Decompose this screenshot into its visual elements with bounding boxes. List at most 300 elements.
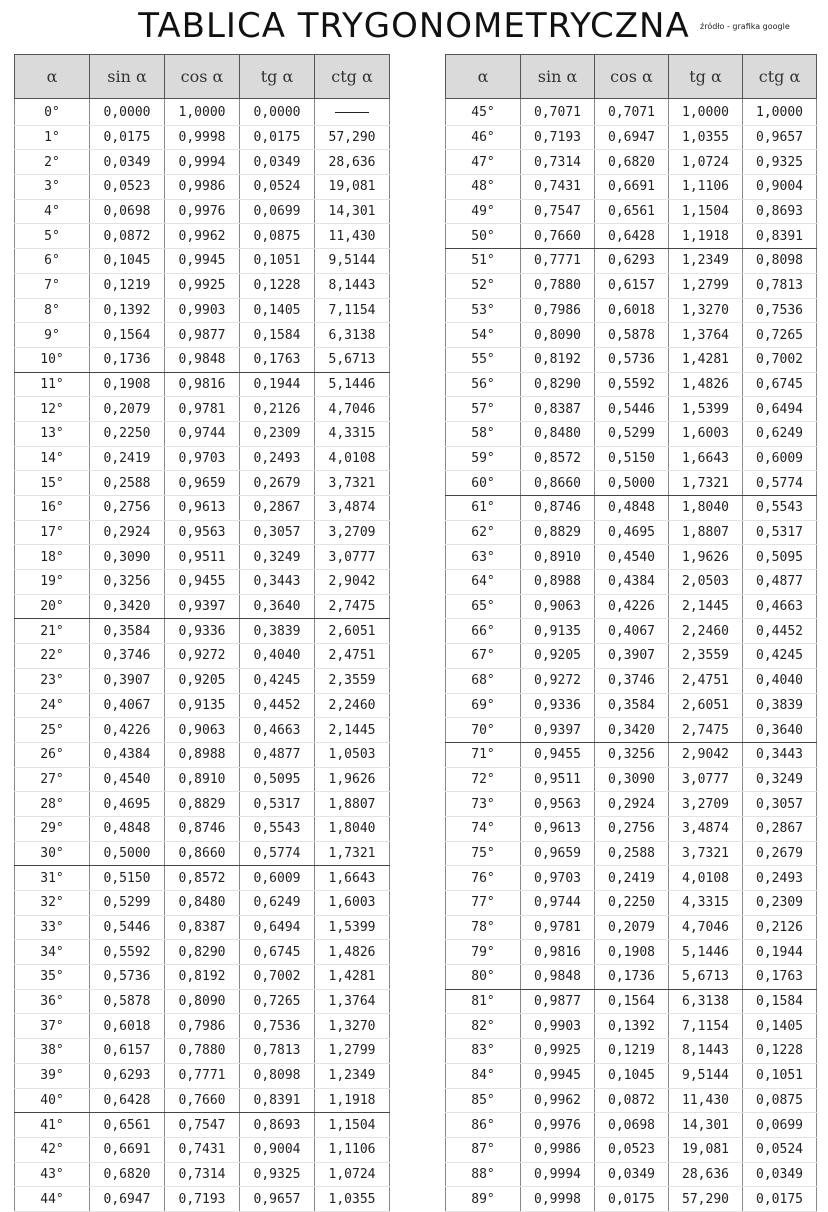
sin-cell: 0,8290	[521, 372, 595, 397]
cos-cell: 0,8829	[165, 792, 240, 817]
angle-cell: 30°	[15, 841, 90, 866]
table-row	[446, 841, 817, 866]
table-row	[446, 1113, 817, 1138]
sin-cell: 0,0698	[90, 199, 165, 224]
table-row	[446, 594, 817, 619]
ctg-cell: 0,0349	[743, 1162, 817, 1187]
table-row	[15, 742, 390, 767]
ctg-cell: 0,9004	[743, 175, 817, 200]
angle-cell: 67°	[446, 644, 521, 669]
cos-cell: 0,5000	[595, 471, 669, 496]
tg-cell: 9,5144	[669, 1063, 743, 1088]
tg-cell: 0,2309	[240, 421, 315, 446]
cos-cell: 0,5446	[595, 397, 669, 422]
angle-cell: 35°	[15, 965, 90, 990]
ctg-cell: 1,3270	[315, 1014, 390, 1039]
table-row	[446, 1162, 817, 1187]
tg-cell: 1,0355	[669, 125, 743, 150]
cos-cell: 0,3746	[595, 668, 669, 693]
angle-cell: 76°	[446, 866, 521, 891]
angle-cell: 9°	[15, 323, 90, 348]
angle-cell: 72°	[446, 767, 521, 792]
tg-cell: 1,5399	[669, 397, 743, 422]
angle-cell: 63°	[446, 545, 521, 570]
tg-cell: 1,9626	[669, 545, 743, 570]
angle-cell: 6°	[15, 249, 90, 274]
table-row	[446, 520, 817, 545]
tg-cell: 2,7475	[669, 718, 743, 743]
angle-cell: 10°	[15, 347, 90, 372]
sin-cell: 0,5299	[90, 891, 165, 916]
ctg-cell: 0,1228	[743, 1039, 817, 1064]
sin-cell: 0,7880	[521, 273, 595, 298]
page-title: TABLICA TRYGONOMETRYCZNA	[138, 6, 690, 46]
sin-cell: 0,2079	[90, 397, 165, 422]
cos-cell: 0,1392	[595, 1014, 669, 1039]
ctg-cell: 1,0503	[315, 742, 390, 767]
cos-cell: 0,1045	[595, 1063, 669, 1088]
cos-cell: 0,6018	[595, 298, 669, 323]
sin-cell: 0,9511	[521, 767, 595, 792]
angle-cell: 52°	[446, 273, 521, 298]
sin-cell: 0,9135	[521, 619, 595, 644]
ctg-cell: 1,8040	[315, 816, 390, 841]
ctg-cell: 0,2126	[743, 915, 817, 940]
table-row	[15, 1063, 390, 1088]
ctg-cell: 4,0108	[315, 446, 390, 471]
sin-cell: 0,9563	[521, 792, 595, 817]
sin-cell: 0,9613	[521, 816, 595, 841]
cos-cell: 0,0698	[595, 1113, 669, 1138]
ctg-cell: 0,0524	[743, 1137, 817, 1162]
ctg-cell: 0,4877	[743, 570, 817, 595]
angle-cell: 41°	[15, 1113, 90, 1138]
ctg-cell: 6,3138	[315, 323, 390, 348]
ctg-cell: 0,7536	[743, 298, 817, 323]
table-row	[15, 767, 390, 792]
tg-cell: 0,2679	[240, 471, 315, 496]
angle-cell: 29°	[15, 816, 90, 841]
ctg-cell: 0,1405	[743, 1014, 817, 1039]
ctg-cell: 28,636	[315, 150, 390, 175]
sin-cell: 0,0175	[90, 125, 165, 150]
angle-cell: 19°	[15, 570, 90, 595]
cos-cell: 0,9986	[165, 175, 240, 200]
sin-cell: 0,8572	[521, 446, 595, 471]
tg-cell: 0,0524	[240, 175, 315, 200]
tg-cell: 0,5774	[240, 841, 315, 866]
cos-cell: 0,2079	[595, 915, 669, 940]
sin-cell: 0,5000	[90, 841, 165, 866]
cos-cell: 0,9613	[165, 496, 240, 521]
table-row	[15, 175, 390, 200]
angle-cell: 26°	[15, 742, 90, 767]
trig-table-right	[445, 54, 817, 1212]
cos-cell: 0,1908	[595, 940, 669, 965]
ctg-cell: 0,8693	[743, 199, 817, 224]
sin-cell: 0,3420	[90, 594, 165, 619]
ctg-cell: 1,0724	[315, 1162, 390, 1187]
table-row	[446, 273, 817, 298]
table-row	[446, 199, 817, 224]
sin-cell: 0,2250	[90, 421, 165, 446]
angle-cell: 49°	[446, 199, 521, 224]
angle-cell: 69°	[446, 693, 521, 718]
angle-cell: 14°	[15, 446, 90, 471]
tg-cell: 0,1584	[240, 323, 315, 348]
sin-cell: 0,5592	[90, 940, 165, 965]
cos-cell: 0,9703	[165, 446, 240, 471]
ctg-cell: 2,4751	[315, 644, 390, 669]
ctg-cell: 1,6643	[315, 866, 390, 891]
cos-cell: 0,5150	[595, 446, 669, 471]
cos-cell: 0,7986	[165, 1014, 240, 1039]
tg-cell: 0,2867	[240, 496, 315, 521]
table-row	[446, 965, 817, 990]
tg-cell: 11,430	[669, 1088, 743, 1113]
angle-cell: 2°	[15, 150, 90, 175]
angle-cell: 12°	[15, 397, 90, 422]
table-row	[15, 298, 390, 323]
sin-cell: 0,9848	[521, 965, 595, 990]
tg-cell: 0,1051	[240, 249, 315, 274]
angle-cell: 22°	[15, 644, 90, 669]
source-note: źródło - grafika google	[700, 22, 790, 31]
tg-cell: 0,2126	[240, 397, 315, 422]
cos-cell: 0,8480	[165, 891, 240, 916]
tg-cell: 5,6713	[669, 965, 743, 990]
cos-cell: 0,9135	[165, 693, 240, 718]
cos-cell: 0,2419	[595, 866, 669, 891]
ctg-cell: 0,2679	[743, 841, 817, 866]
tg-cell: 0,0875	[240, 224, 315, 249]
table-row	[446, 249, 817, 274]
angle-cell: 54°	[446, 323, 521, 348]
tg-cell: 14,301	[669, 1113, 743, 1138]
table-row	[15, 323, 390, 348]
cos-cell: 0,6947	[595, 125, 669, 150]
angle-cell: 1°	[15, 125, 90, 150]
cos-cell: 0,8387	[165, 915, 240, 940]
angle-cell: 73°	[446, 792, 521, 817]
sin-cell: 0,5878	[90, 989, 165, 1014]
sin-cell: 0,5736	[90, 965, 165, 990]
tg-cell: 0,1763	[240, 347, 315, 372]
angle-cell: 24°	[15, 693, 90, 718]
angle-cell: 77°	[446, 891, 521, 916]
table-row	[446, 471, 817, 496]
table-row	[446, 570, 817, 595]
ctg-cell: 0,6249	[743, 421, 817, 446]
cos-cell: 0,2250	[595, 891, 669, 916]
cos-cell: 0,4540	[595, 545, 669, 570]
angle-cell: 75°	[446, 841, 521, 866]
table-row	[15, 150, 390, 175]
ctg-cell: 0,5317	[743, 520, 817, 545]
cos-cell: 0,8192	[165, 965, 240, 990]
angle-cell: 32°	[15, 891, 90, 916]
sin-cell: 0,6018	[90, 1014, 165, 1039]
ctg-cell: 2,9042	[315, 570, 390, 595]
tg-cell: 0,7536	[240, 1014, 315, 1039]
angle-cell: 74°	[446, 816, 521, 841]
cos-cell: 0,9848	[165, 347, 240, 372]
tg-cell: 28,636	[669, 1162, 743, 1187]
ctg-cell: 0,3249	[743, 767, 817, 792]
sin-cell: 0,9986	[521, 1137, 595, 1162]
tg-cell: 6,3138	[669, 989, 743, 1014]
sin-cell: 0,9336	[521, 693, 595, 718]
angle-cell: 62°	[446, 520, 521, 545]
sin-cell: 0,9063	[521, 594, 595, 619]
tg-cell: 1,6643	[669, 446, 743, 471]
sin-cell: 0,0872	[90, 224, 165, 249]
table-row	[15, 816, 390, 841]
ctg-cell: 1,3764	[315, 989, 390, 1014]
tg-cell: 0,3640	[240, 594, 315, 619]
ctg-cell: 0,6009	[743, 446, 817, 471]
cos-cell: 0,9063	[165, 718, 240, 743]
table-row	[15, 1039, 390, 1064]
sin-cell: 0,8192	[521, 347, 595, 372]
ctg-cell: 0,5095	[743, 545, 817, 570]
ctg-cell: 2,7475	[315, 594, 390, 619]
sin-cell: 0,2756	[90, 496, 165, 521]
cos-cell: 0,8290	[165, 940, 240, 965]
tg-cell: 8,1443	[669, 1039, 743, 1064]
header-sin: sin α	[521, 55, 595, 99]
sin-cell: 0,4384	[90, 742, 165, 767]
table-row	[446, 150, 817, 175]
sin-cell: 0,2588	[90, 471, 165, 496]
sin-cell: 0,8910	[521, 545, 595, 570]
cos-cell: 0,2756	[595, 816, 669, 841]
tg-cell: 0,7002	[240, 965, 315, 990]
cos-cell: 0,6691	[595, 175, 669, 200]
angle-cell: 51°	[446, 249, 521, 274]
tg-cell: 0,9657	[240, 1187, 315, 1212]
angle-cell: 46°	[446, 125, 521, 150]
cos-cell: 0,6820	[595, 150, 669, 175]
table-row	[15, 249, 390, 274]
cos-cell: 0,3584	[595, 693, 669, 718]
angle-cell: 79°	[446, 940, 521, 965]
ctg-cell: 0,2867	[743, 816, 817, 841]
tg-cell: 1,6003	[669, 421, 743, 446]
table-row	[446, 323, 817, 348]
ctg-cell: 1,0355	[315, 1187, 390, 1212]
cos-cell: 0,0872	[595, 1088, 669, 1113]
table-body-left	[15, 99, 390, 1212]
cos-cell: 0,9903	[165, 298, 240, 323]
ctg-cell: 0,6745	[743, 372, 817, 397]
sin-cell: 0,0523	[90, 175, 165, 200]
table-row	[15, 1088, 390, 1113]
sin-cell: 0,9703	[521, 866, 595, 891]
sin-cell: 0,0000	[90, 99, 165, 126]
cos-cell: 0,8660	[165, 841, 240, 866]
tg-cell: 3,2709	[669, 792, 743, 817]
ctg-cell: 4,3315	[315, 421, 390, 446]
angle-cell: 27°	[15, 767, 90, 792]
table-row	[446, 718, 817, 743]
cos-cell: 0,4848	[595, 496, 669, 521]
sin-cell: 0,9781	[521, 915, 595, 940]
cos-cell: 0,9781	[165, 397, 240, 422]
table-row	[15, 718, 390, 743]
sin-cell: 0,1045	[90, 249, 165, 274]
sin-cell: 0,7547	[521, 199, 595, 224]
sin-cell: 0,8660	[521, 471, 595, 496]
ctg-cell: 1,6003	[315, 891, 390, 916]
table-body-right	[446, 99, 817, 1212]
sin-cell: 0,7660	[521, 224, 595, 249]
header-tg: tg α	[669, 55, 743, 99]
cos-cell: 0,4695	[595, 520, 669, 545]
angle-cell: 20°	[15, 594, 90, 619]
sin-cell: 0,9744	[521, 891, 595, 916]
tg-cell: 0,1405	[240, 298, 315, 323]
ctg-cell: 5,6713	[315, 347, 390, 372]
sin-cell: 0,3090	[90, 545, 165, 570]
cos-cell: 0,7547	[165, 1113, 240, 1138]
angle-cell: 13°	[15, 421, 90, 446]
ctg-cell: 1,8807	[315, 792, 390, 817]
sin-cell: 0,9397	[521, 718, 595, 743]
table-header-row	[446, 55, 817, 99]
sin-cell: 0,4695	[90, 792, 165, 817]
angle-cell: 48°	[446, 175, 521, 200]
tg-cell: 0,5543	[240, 816, 315, 841]
tg-cell: 2,4751	[669, 668, 743, 693]
cos-cell: 0,6157	[595, 273, 669, 298]
table-row	[15, 594, 390, 619]
sin-cell: 0,4540	[90, 767, 165, 792]
cos-cell: 0,4384	[595, 570, 669, 595]
sin-cell: 0,0349	[90, 150, 165, 175]
tg-cell: 1,2349	[669, 249, 743, 274]
table-row	[446, 693, 817, 718]
table-row	[15, 1187, 390, 1212]
ctg-cell: 1,2799	[315, 1039, 390, 1064]
ctg-cell: 0,5543	[743, 496, 817, 521]
ctg-cell: 0,9325	[743, 150, 817, 175]
sin-cell: 0,7193	[521, 125, 595, 150]
sin-cell: 0,6820	[90, 1162, 165, 1187]
ctg-cell: 3,2709	[315, 520, 390, 545]
cos-cell: 0,8910	[165, 767, 240, 792]
tg-cell: 1,8807	[669, 520, 743, 545]
ctg-cell: 0,1763	[743, 965, 817, 990]
ctg-cell: 2,2460	[315, 693, 390, 718]
angle-cell: 3°	[15, 175, 90, 200]
tg-cell: 2,6051	[669, 693, 743, 718]
cos-cell: 0,1736	[595, 965, 669, 990]
tg-cell: 2,9042	[669, 742, 743, 767]
tg-cell: 0,3839	[240, 619, 315, 644]
angle-cell: 45°	[446, 99, 521, 126]
table-row	[15, 792, 390, 817]
cos-cell: 0,9945	[165, 249, 240, 274]
sin-cell: 0,3584	[90, 619, 165, 644]
angle-cell: 28°	[15, 792, 90, 817]
angle-cell: 56°	[446, 372, 521, 397]
sin-cell: 0,7314	[521, 150, 595, 175]
ctg-cell: 8,1443	[315, 273, 390, 298]
cos-cell: 0,9563	[165, 520, 240, 545]
table-row	[15, 570, 390, 595]
table-row	[15, 891, 390, 916]
sin-cell: 0,2419	[90, 446, 165, 471]
tg-cell: 0,6249	[240, 891, 315, 916]
tg-cell: 1,4281	[669, 347, 743, 372]
tg-cell: 0,4452	[240, 693, 315, 718]
table-row	[446, 767, 817, 792]
cos-cell: 0,9962	[165, 224, 240, 249]
ctg-cell: 0,0175	[743, 1187, 817, 1212]
table-row	[446, 1014, 817, 1039]
angle-cell: 61°	[446, 496, 521, 521]
table-row	[446, 125, 817, 150]
tg-cell: 0,9004	[240, 1137, 315, 1162]
tg-cell: 2,1445	[669, 594, 743, 619]
ctg-cell: 7,1154	[315, 298, 390, 323]
ctg-cell: 2,6051	[315, 619, 390, 644]
ctg-cell: 57,290	[315, 125, 390, 150]
cos-cell: 0,2588	[595, 841, 669, 866]
ctg-cell: 0,6494	[743, 397, 817, 422]
angle-cell: 34°	[15, 940, 90, 965]
header-cos: cos α	[165, 55, 240, 99]
ctg-cell: 0,9657	[743, 125, 817, 150]
tg-cell: 0,2493	[240, 446, 315, 471]
tg-cell: 3,7321	[669, 841, 743, 866]
angle-cell: 15°	[15, 471, 90, 496]
sin-cell: 0,9659	[521, 841, 595, 866]
trig-table-left	[14, 54, 390, 1212]
sin-cell: 0,9925	[521, 1039, 595, 1064]
ctg-cell: 0,4452	[743, 619, 817, 644]
tg-cell: 2,0503	[669, 570, 743, 595]
ctg-cell: 1,0000	[743, 99, 817, 126]
angle-cell: 65°	[446, 594, 521, 619]
cos-cell: 0,8988	[165, 742, 240, 767]
cos-cell: 0,9455	[165, 570, 240, 595]
table-row	[15, 866, 390, 891]
cos-cell: 0,3420	[595, 718, 669, 743]
ctg-cell: 0,0699	[743, 1113, 817, 1138]
table-row	[446, 816, 817, 841]
table-row	[446, 496, 817, 521]
sin-cell: 0,3907	[90, 668, 165, 693]
ctg-cell: 0,3839	[743, 693, 817, 718]
angle-cell: 33°	[15, 915, 90, 940]
ctg-cell: 1,5399	[315, 915, 390, 940]
table-row	[446, 347, 817, 372]
sin-cell: 0,6293	[90, 1063, 165, 1088]
sin-cell: 0,4067	[90, 693, 165, 718]
angle-cell: 37°	[15, 1014, 90, 1039]
tg-cell: 3,0777	[669, 767, 743, 792]
header-alpha: α	[15, 55, 90, 99]
sin-cell: 0,1392	[90, 298, 165, 323]
header-cos: cos α	[595, 55, 669, 99]
cos-cell: 0,5878	[595, 323, 669, 348]
table-row	[446, 1187, 817, 1212]
cos-cell: 1,0000	[165, 99, 240, 126]
sin-cell: 0,8988	[521, 570, 595, 595]
tg-cell: 4,3315	[669, 891, 743, 916]
